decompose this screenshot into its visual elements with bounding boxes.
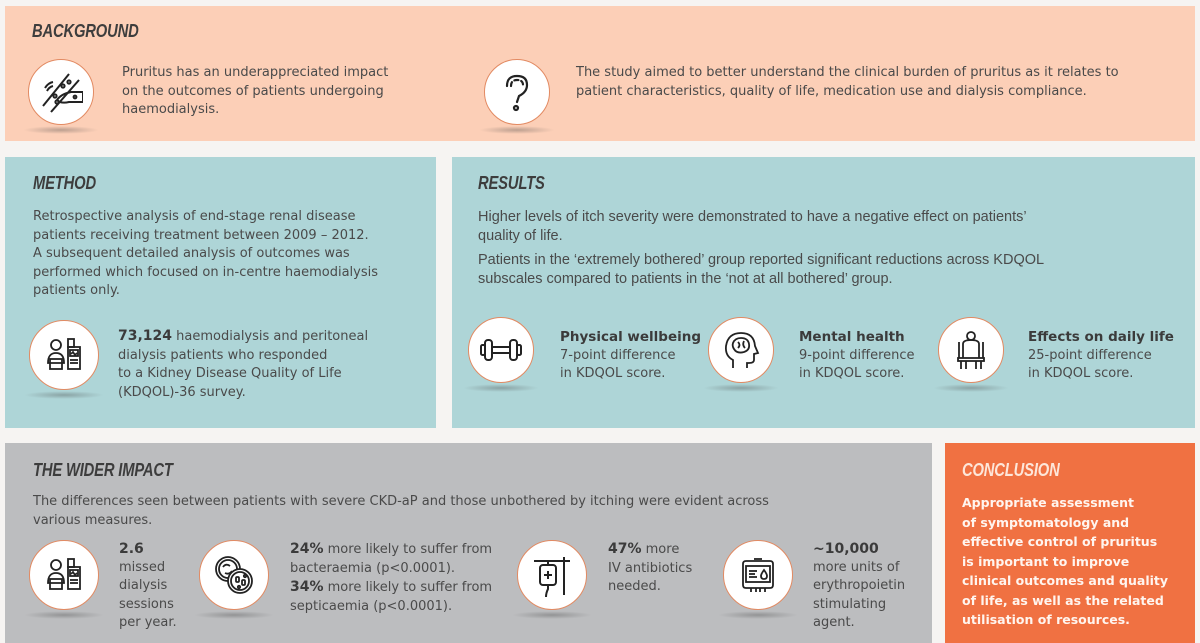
- iv-antibiotics-value: 47%: [608, 541, 642, 557]
- stat-iv-antibiotics: 47% more IV antibiotics needed.: [608, 541, 693, 594]
- stat-infections: 24% more likely to suffer from bacteraemia (p<0.0001). 34% more likely to suffer from septicaemia (p<0.0001).: [290, 541, 493, 614]
- question-mark-icon: [484, 59, 550, 125]
- method-heading: METHOD: [33, 173, 96, 193]
- results-paragraph-1: Higher levels of itch severity were demonstrated to have a negative effect on patients’ quality of life.: [478, 209, 1027, 244]
- bacteraemia-value: 24%: [290, 541, 324, 557]
- petri-dish-bacteria-icon: [199, 540, 269, 610]
- background-panel: [5, 6, 1195, 141]
- method-panel: [5, 157, 436, 428]
- stat-missed-sessions: 2.6 missed dialysis sessions per year.: [119, 541, 177, 630]
- erythropoietin-value: ~10,000: [813, 541, 879, 557]
- wider-impact-panel: [5, 443, 932, 643]
- blood-bag-icon: [723, 540, 793, 610]
- conclusion-text: Appropriate assessment of symptomatology and effective control of pruritus is important to improve clinical outcomes and quality of life, as well as the related utilisation of resources.: [962, 495, 1169, 627]
- patients-count: 73,124: [118, 328, 173, 344]
- conclusion-heading: CONCLUSION: [962, 460, 1060, 480]
- results-panel: [452, 157, 1195, 428]
- method-stat: 73,124 haemodialysis and peritoneal dialysis patients who responded to a Kidney Disease Quality of Life (KDQOL)-36 survey.: [118, 328, 369, 400]
- method-description: Retrospective analysis of end-stage renal disease patients receiving treatment between 2009 – 2012. A subsequent detailed analysis of outcomes was performed which focused on in-centre haemodialysis patients only.: [33, 209, 379, 298]
- seated-person-icon: [938, 317, 1004, 383]
- background-heading: BACKGROUND: [32, 21, 139, 41]
- wider-impact-intro: The differences seen between patients with severe CKD-aP and those unbothered by itching were evident across various measures.: [33, 494, 769, 528]
- dumbbell-icon: [468, 317, 534, 383]
- conclusion-panel: [945, 443, 1195, 643]
- dialysis-patient-icon: [29, 540, 99, 610]
- metric-physical-wellbeing: Physical wellbeing 7-point difference in KDQOL score.: [560, 329, 702, 381]
- missed-sessions-value: 2.6: [119, 541, 144, 557]
- background-statement-2: The study aimed to better understand the clinical burden of pruritus as it relates to patient characteristics, quality of life, medication use and dialysis compliance.: [576, 65, 1119, 99]
- stat-erythropoietin: ~10,000 more units of erythropoietin stimulating agent.: [813, 541, 906, 630]
- wider-impact-heading: THE WIDER IMPACT: [33, 460, 173, 480]
- iv-drip-icon: [517, 540, 587, 610]
- brain-head-icon: [708, 317, 774, 383]
- results-paragraph-2: Patients in the ‘extremely bothered’ group reported significant reductions across KDQOL subscales compared to patients in the ‘not at all bothered’ group.: [478, 252, 1045, 287]
- results-heading: RESULTS: [478, 173, 545, 193]
- background-statement-1: Pruritus has an underappreciated impact on the outcomes of patients undergoing haemodialysis.: [122, 65, 389, 117]
- septicaemia-value: 34%: [290, 579, 324, 595]
- metric-daily-life: Effects on daily life 25-point difference in KDQOL score.: [1028, 329, 1174, 381]
- metric-mental-health: Mental health 9-point difference in KDQOL score.: [799, 329, 915, 381]
- dialysis-patient-icon: [29, 320, 99, 390]
- itching-skin-icon: [28, 59, 94, 125]
